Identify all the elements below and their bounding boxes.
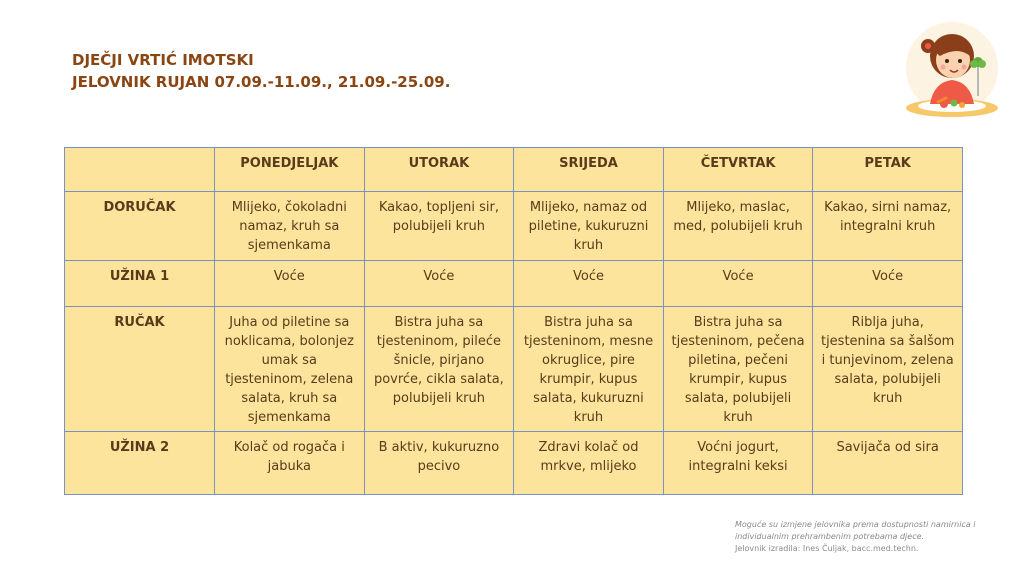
table-cell: Savijača od sira [813,432,963,495]
table-cell: Kakao, topljeni sir, polubijeli kruh [364,192,514,261]
row-label-snack-2: UŽINA 2 [65,432,215,495]
girl-eating-salad-icon [900,16,1004,124]
table-cell: Juha od piletine sa noklicama, bolonjez umak sa tjesteninom, zelena salata, kruh sa sjemenkama [215,307,365,432]
corner-cell [65,148,215,192]
day-header-wednesday: SRIJEDA [514,148,664,192]
table-header-row [65,148,963,192]
table-cell: Voće [215,261,365,307]
table-cell: Zdravi kolač od mrkve, mlijeko [514,432,664,495]
row-label-snack-1: UŽINA 1 [65,261,215,307]
day-header-thursday: ČETVRTAK [663,148,813,192]
menu-title: JELOVNIK RUJAN 07.09.-11.09., 21.09.-25.09. [72,73,451,91]
table-cell: Mlijeko, namaz od piletine, kukuruzni kruh [514,192,664,261]
table-cell: Bistra juha sa tjesteninom, mesne okruglice, pire krumpir, kupus salata, kukuruzni kruh [514,307,664,432]
day-header-monday: PONEDJELJAK [215,148,365,192]
table-cell: Mlijeko, čokoladni namaz, kruh sa sjemenkama [215,192,365,261]
table-row [65,261,963,307]
table-cell: B aktiv, kukuruzno pecivo [364,432,514,495]
table-cell: Bistra juha sa tjesteninom, pileće šnicle, pirjano povrće, cikla salata, polubijeli kruh [364,307,514,432]
table-cell: Bistra juha sa tjesteninom, pečena piletina, pečeni krumpir, kupus salata, polubijeli kruh [663,307,813,432]
table-cell: Kakao, sirni namaz, integralni kruh [813,192,963,261]
table-cell: Riblja juha, tjestenina sa šalšom i tunjevinom, zelena salata, polubijeli kruh [813,307,963,432]
table-cell: Mlijeko, maslac, med, polubijeli kruh [663,192,813,261]
footnote [735,519,1015,555]
kindergarten-title: DJEČJI VRTIĆ IMOTSKI [72,51,254,69]
day-header-friday: PETAK [813,148,963,192]
table-cell: Voće [364,261,514,307]
menu-table [64,147,963,495]
table-cell: Voće [813,261,963,307]
table-row [65,307,963,432]
table-row [65,192,963,261]
author-credit: Jelovnik izradila: Ines Čuljak, bacc.med.techn. [735,544,919,553]
day-header-tuesday: UTORAK [364,148,514,192]
page-header [72,49,450,93]
table-cell: Voće [514,261,664,307]
table-row [65,432,963,495]
table-cell: Voće [663,261,813,307]
menu-change-note: Moguće su izmjene jelovnika prema dostupnosti namirnica i individualnim prehrambenim potrebama djece. [735,520,976,541]
row-label-lunch: RUČAK [65,307,215,432]
row-label-breakfast: DORUČAK [65,192,215,261]
table-cell: Kolač od rogača i jabuka [215,432,365,495]
table-cell: Voćni jogurt, integralni keksi [663,432,813,495]
